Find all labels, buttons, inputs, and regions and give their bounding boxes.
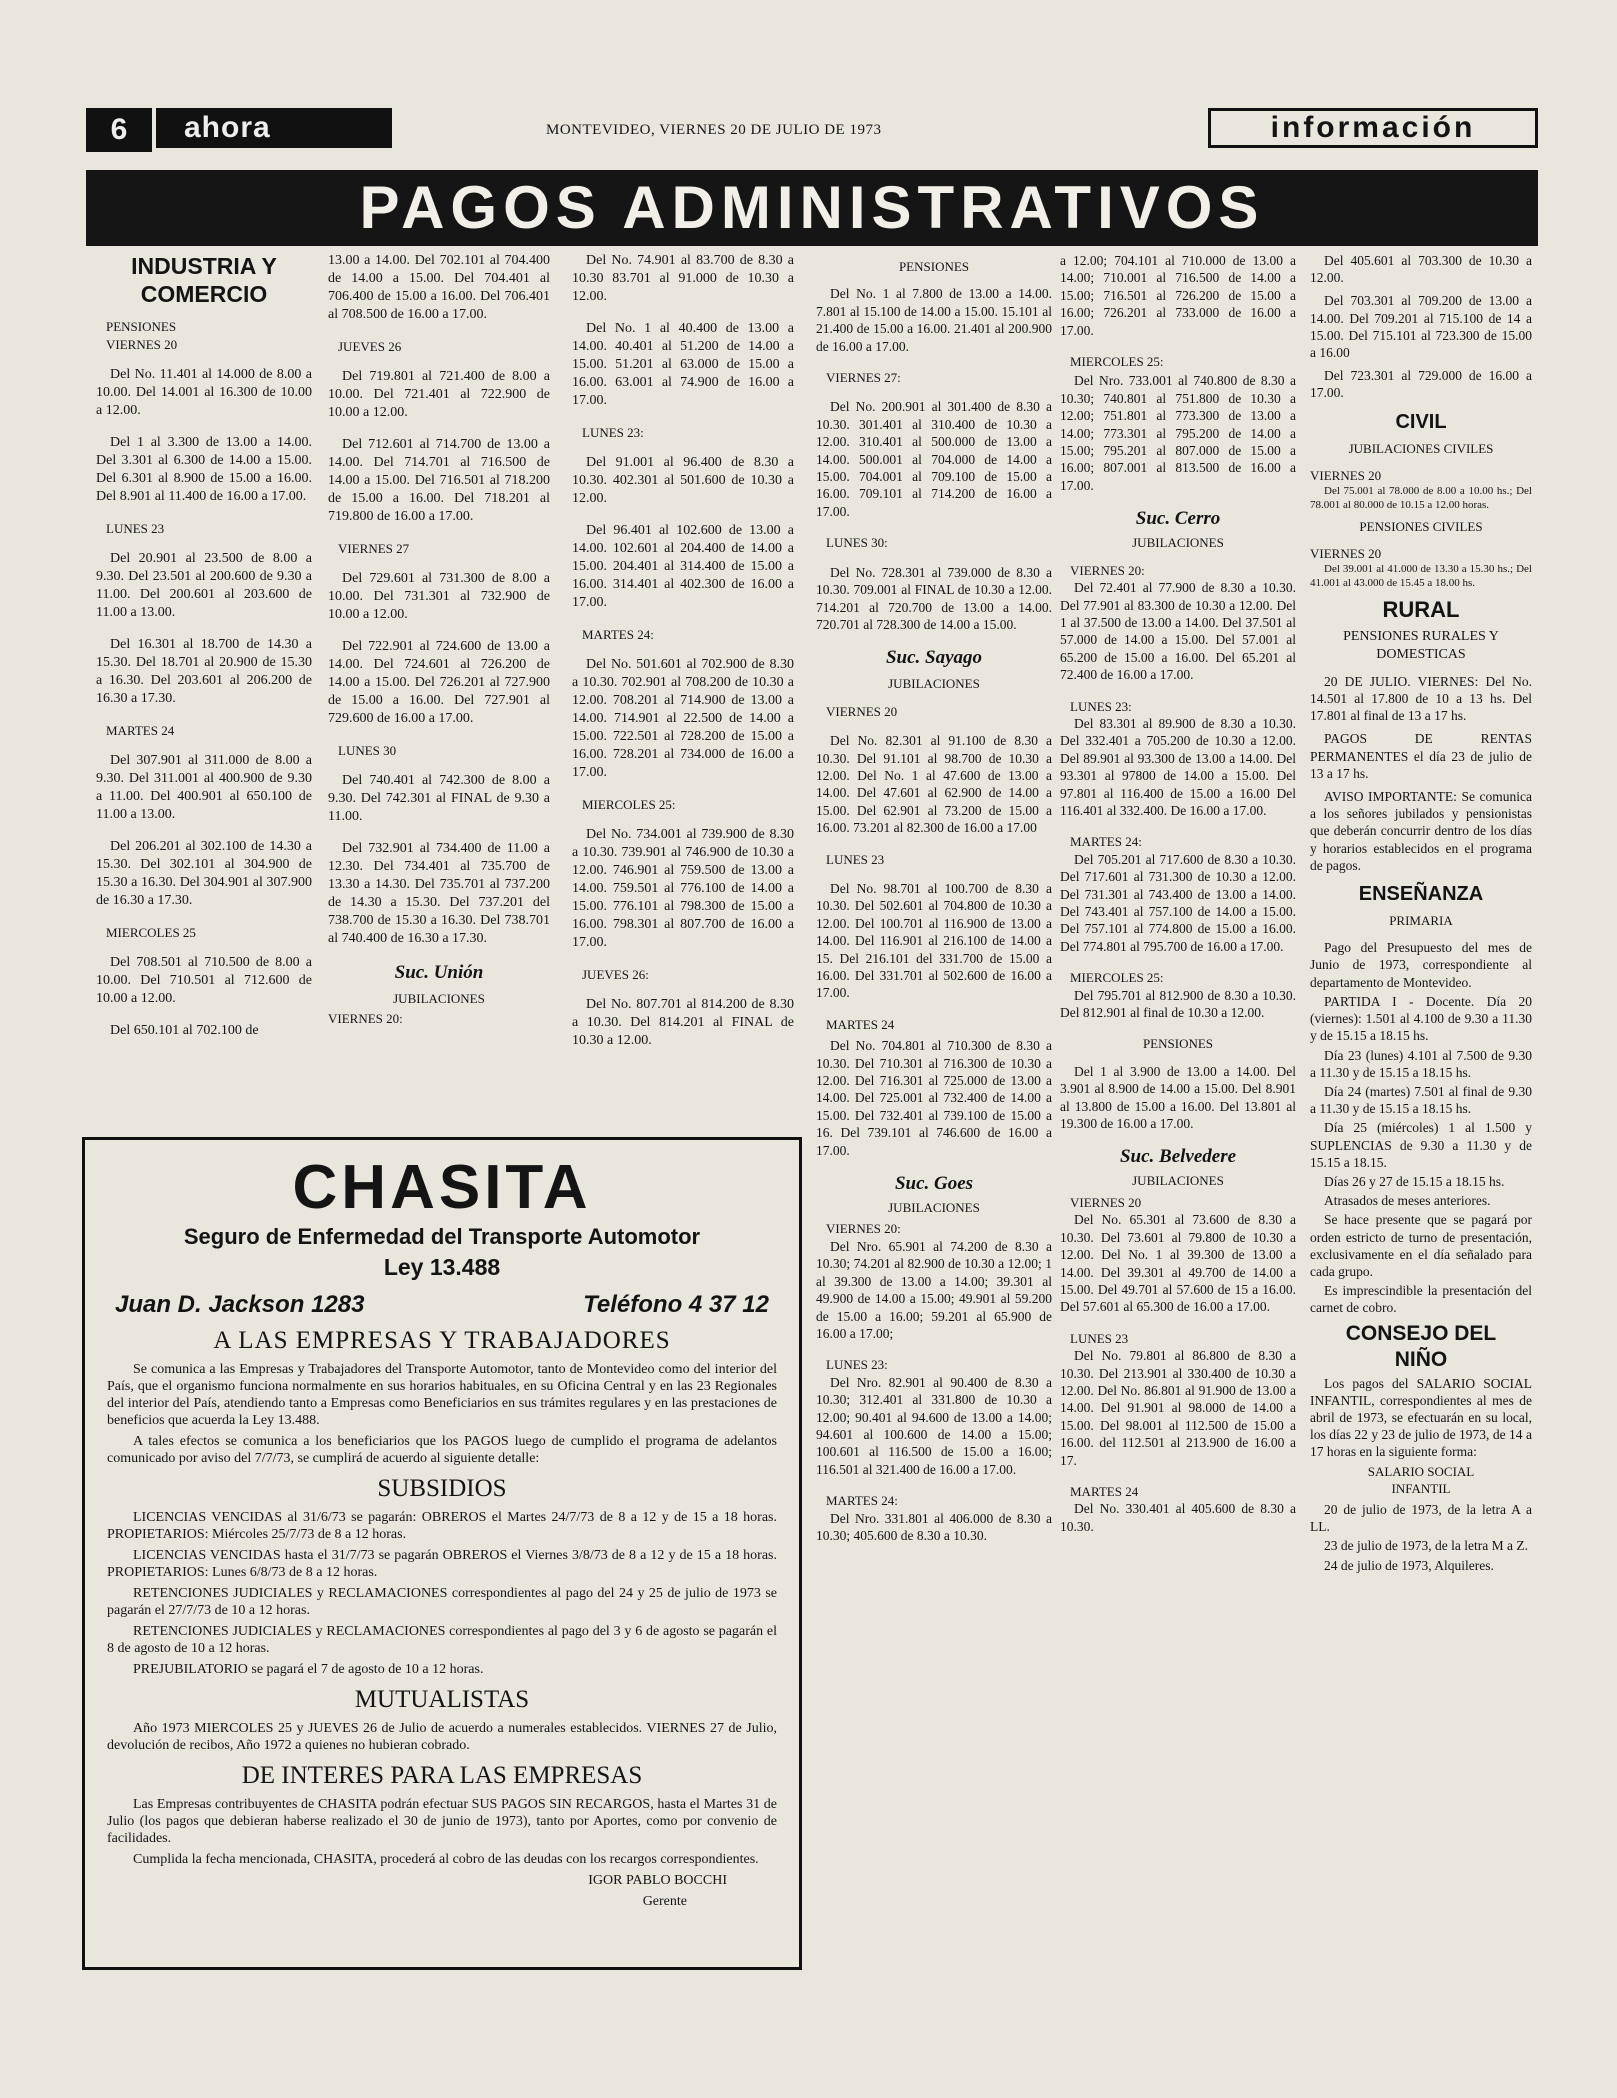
page-number: 6 [86,108,152,152]
ad-address: Juan D. Jackson 1283 [115,1291,365,1318]
label-lunes: LUNES 23 [106,521,165,536]
paragraph: Del No. 734.001 al 739.900 de 8.30 a 10.30. 739.901 al 746.900 de 10.30 a 12.00. 746.901 al 759.500 de 13.00 a 14.00. 759.501 al 776.100 de 14.00 a 15.00. 776.101 al 798.300 de 15.00 a 16.00. 798.301 al 807.700 de 16.00 a 17.00. [572,827,794,950]
label-lunes: LUNES 30: [826,535,888,551]
chasita-advertisement [82,1137,802,1970]
ad-law: Ley 13.488 [383,1254,501,1280]
paragraph: 23 de julio de 1973, de la letra M a Z. [1324,1538,1528,1554]
paragraph: Del 650.101 al 702.100 de [110,1023,259,1038]
ad-paragraph: Las Empresas contribuyentes de CHASITA podrán efectuar SUS PAGOS SIN RECARGOS, hasta el Martes 31 de Julio (los pagos que debieran haberse realizado el 30 de junio de 1973), tanto por Aportes, como por convenio de facilidades. [107,1797,777,1846]
label-pensiones-rurales: PENSIONES RURALES Y DOMESTICAS [1343,629,1499,662]
label-lunes-23: LUNES 23 [1070,1330,1129,1346]
section-title: información [1208,108,1538,148]
paragraph: Del No. 98.701 al 100.700 de 8.30 a 10.30. Del 502.601 al 704.800 de 10.30 a 12.00. Del 100.701 al 116.900 de 13.00 a 14.00. Del 116.901 al 216.100 de 14.00 a 15. Del 216.101 del 331.700 de 15.00 a 16.00. Del 331.701 al 502.600 de 16.00 a 17.00. [816,880,1052,1001]
paragraph: Del No. 79.801 al 86.800 de 8.30 a 10.30. Del 213.901 al 330.400 de 10.30 a 12.00. Del No. 86.801 al 91.900 de 13.00 a 14.00. Del 91.901 al 98.000 de 14.00 a 15.00. Del 98.001 al 112.500 de 15.00 a 16.00. del 112.501 al 213.900 de 16.00 a 17. [1060,1348,1296,1468]
paragraph: Del 405.601 al 703.300 de 10.30 a 12.00. [1310,253,1532,286]
ad-signer-role: Gerente [642,1894,687,1909]
ad-section-interes: DE INTERES PARA LAS EMPRESAS [241,1762,643,1789]
paragraph: Del Nro. 82.901 al 90.400 de 8.30 a 10.30; 312.401 al 331.800 de 10.30 a 12.00; 90.401 al 94.600 de 13.00 a 14.00; 94.601 al 100.600 de 14.00 a 15.00; 100.601 al 116.500 de 15.00 a 16.00; 116.501 al 321.400 de 16.00 a 17.00. [816,1374,1052,1477]
publication-logo: ahora [156,108,392,148]
paragraph: Del No. 728.301 al 739.000 de 8.30 a 10.30. 709.001 al FINAL de 10.30 a 12.00. 714.201 al 720.700 de 13.00 a 14.00. 720.701 al 728.300 de 14.00 a 15.00. [816,564,1052,632]
paragraph: Del 75.001 al 78.000 de 8.00 a 10.00 hs.; Del 78.001 al 80.000 de 10.15 a 12.00 horas. [1310,485,1532,512]
label-jueves: JUEVES 26: [582,967,649,982]
paragraph: Atrasados de meses anteriores. [1324,1193,1491,1209]
label-miercoles-25: MIERCOLES 25: [1070,970,1164,986]
branch-heading: Suc. Belvedere [1119,1146,1237,1168]
column-3 [572,252,794,1064]
label-viernes-20: VIERNES 20 [1070,1194,1142,1210]
label-jubilaciones: JUBILACIONES [888,1200,980,1216]
paragraph: Del 1 al 3.900 de 13.00 a 14.00. Del 3.901 al 8.900 de 14.00 a 15.00. Del 8.901 al 13.800 de 15.00 a 16.00. Del 13.801 al 19.300 de 16.00 a 17.00. [1060,1063,1296,1132]
paragraph: Los pagos del SALARIO SOCIAL INFANTIL, correspondientes al mes de abril de 1973, se efectuarán en su local, los días 22 y 23 de julio de 1973, de 14 a 17 horas en la siguiente forma: [1310,1375,1532,1460]
ad-headline: A LAS EMPRESAS Y TRABAJADORES [213,1327,671,1354]
paragraph: 20 DE JULIO. VIERNES: Del No. 14.501 al 17.800 de 10 a 13 hs. Del 17.801 al final de 13 a 17 hs. [1310,673,1532,724]
label-jubilaciones: JUBILACIONES [1132,535,1224,551]
heading-consejo: CONSEJO DEL NIÑO [1345,1321,1497,1371]
label-miercoles: MIERCOLES 25 [106,925,196,940]
ad-paragraph: Año 1973 MIERCOLES 25 y JUEVES 26 de Julio de acuerdo a numerales establecidos. VIERNES 27 de Julio, devolución de recibos, Año 1972 a quienes no hubieran cobrado. [107,1721,777,1753]
label-lunes-23: LUNES 23: [826,1357,888,1373]
label-jueves: JUEVES 26 [338,339,402,354]
paragraph: Del No. 74.901 al 83.700 de 8.30 a 10.30 83.701 al 91.000 de 10.30 a 12.00. [572,253,794,304]
label-viernes: VIERNES 27: [826,370,901,386]
paragraph: Días 26 y 27 de 15.15 a 18.15 hs. [1324,1173,1505,1189]
paragraph: PARTIDA I - Docente. Día 20 (viernes): 1.501 al 4.100 de 9.30 a 11.30 y de 15.15 a 18.15 hs. [1310,993,1532,1044]
paragraph: Día 24 (martes) 7.501 al final de 9.30 a 11.30 y de 15.15 a 18.15 hs. [1310,1083,1532,1117]
label-lunes: LUNES 23: [582,425,644,440]
label-lunes-23: LUNES 23 [826,851,885,867]
label-martes: MARTES 24 [106,723,175,738]
ad-title: CHASITA [292,1153,592,1222]
column-5 [1060,252,1296,1535]
paragraph: Del 795.701 al 812.900 de 8.30 a 10.30. Del 812.901 al final de 10.30 a 12.00. [1060,987,1296,1021]
paragraph: Del No. 704.801 al 710.300 de 8.30 a 10.30. Del 710.301 al 716.300 de 10.30 a 12.00. Del 716.301 al 725.000 de 13.00 a 14.00. Del 725.001 al 732.400 de 14.00 a 15.00. Del 732.401 al 739.100 de 15.00 a 16. Del 739.101 al 746.600 de 16.00 a 17.00. [816,1038,1052,1158]
label-lunes-23: LUNES 23: [1070,698,1132,714]
paragraph: Del 1 al 3.300 de 13.00 a 14.00. Del 3.301 al 6.300 de 14.00 a 15.00. Del 6.301 al 8.900 de 15.00 a 16.00. Del 8.901 al 11.400 de 16.00 a 17.00. [96,435,312,504]
paragraph: Del Nro. 65.901 al 74.200 de 8.30 a 10.30; 74.201 al 82.900 de 10.30 a 12.00; 1 al 39.300 de 13.00 a 14.00; 39.301 al 49.900 de 14.00 a 15.00; 49.901 al 59.200 de 15.00 a 16.00; 59.201 al 65.900 de 16.00 a 17.00; [816,1238,1052,1341]
ad-paragraph: RETENCIONES JUDICIALES y RECLAMACIONES correspondientes al pago del 3 y 6 de agosto se pagarán el 8 de agosto de 10 a 12 horas. [107,1624,777,1656]
label-pensiones: PENSIONES [898,259,970,274]
paragraph: Del 723.301 al 729.000 de 16.00 a 17.00. [1310,368,1532,401]
label-viernes-20: VIERNES 20: [1070,562,1145,578]
paragraph: Del 16.301 al 18.700 de 14.30 a 15.30. Del 18.701 al 20.900 de 15.30 a 16.30. Del 203.601 al 206.200 de 16.30 a 17.30. [96,637,312,706]
heading-civil: CIVIL [1395,410,1447,433]
paragraph: Se hace presente que se pagará por orden estricto de turno de presentación, exclusivamente en el día señalado para cada grupo. [1310,1212,1532,1279]
dateline: MONTEVIDEO, VIERNES 20 DE JULIO DE 1973 [546,122,882,138]
paragraph: Del 719.801 al 721.400 de 8.00 a 10.00. Del 721.401 al 722.900 de 10.00 a 12.00. [328,369,550,420]
label-pensiones: PENSIONES [106,319,177,334]
paragraph: Del 91.001 al 96.400 de 8.30 a 10.30. 402.301 al 501.600 de 10.30 a 12.00. [572,455,794,506]
label-martes: MARTES 24: [582,627,654,642]
paragraph: Del 708.501 al 710.500 de 8.00 a 10.00. Del 710.501 al 712.600 de 10.00 a 12.00. [96,955,312,1006]
paragraph: 13.00 a 14.00. Del 702.101 al 704.400 de 14.00 a 15.00. Del 704.401 al 706.400 de 15.00 a 16.00. Del 706.401 al 708.500 de 16.00 a 17.00. [328,253,550,322]
paragraph: Del No. 1 al 7.800 de 13.00 a 14.00. 7.801 al 15.100 de 14.00 a 15.00. 15.101 al 21.400 de 15.00 a 16.00. 21.401 al 200.900 de 16.00 a 17.00. [816,286,1052,354]
ad-paragraph: LICENCIAS VENCIDAS al 31/6/73 se pagarán: OBREROS el Martes 24/7/73 de 8 a 12 y de 15 a 18 horas. PROPIETARIOS: Miércoles 25/7/73 de 8 a 12 horas. [107,1510,777,1542]
paragraph: Del Nro. 331.801 al 406.000 de 8.30 a 10.30; 405.600 de 8.30 a 10.30. [816,1510,1052,1543]
heading-ensenanza: ENSEÑANZA [1358,883,1484,906]
paragraph: Del No. 200.901 al 301.400 de 8.30 a 10.30. 301.401 al 310.400 de 10.30 a 12.00. 310.401 al 500.000 de 13.00 a 14.00. 500.001 al 704.000 de 14.00 a 15.00. 704.001 al 709.100 de 15.00 a 16.00. 709.101 al 714.200 de 16.00 a 17.00. [816,399,1052,519]
ad-phone: Teléfono 4 37 12 [583,1291,769,1318]
column-2 [328,252,550,1028]
paragraph: AVISO IMPORTANTE: Se comunica a los señores jubilados y pensionistas que deberán concurrir dentro de los días y horarios establecidos en el programa de pagos. [1310,789,1532,873]
branch-heading: Suc. Sayago [885,647,983,669]
heading-industria: INDUSTRIA Y COMERCIO [131,253,277,307]
ad-paragraph: Se comunica a las Empresas y Trabajadores del Transporte Automotor, tanto de Montevideo como del interior del País, que el organismo funciona normalmente en sus horarios habituales, en su Oficina Central y en las 23 Regionales del interior del País, atendiendo tanto a Empresas como Beneficiarios en sus trámites regulares y en las prestaciones de beneficios que acuerda la Ley 13.488. [107,1362,777,1428]
heading-rural: RURAL [1382,597,1460,623]
paragraph: Pago del Presupuesto del mes de Junio de 1973, correspondiente al departamento de Montevideo. [1310,940,1532,990]
label-pensiones: PENSIONES [1142,1036,1214,1052]
column-1 [96,250,312,1040]
label-martes-24: MARTES 24: [826,1493,898,1509]
paragraph: PAGOS DE RENTAS PERMANENTES el día 23 de julio de 13 a 17 hs. [1310,731,1532,781]
ad-section-mutualistas: MUTUALISTAS [354,1686,530,1713]
label-martes-24: MARTES 24 [1070,1483,1139,1499]
label-primaria: PRIMARIA [1389,913,1453,929]
branch-heading: Suc. Unión [394,962,484,983]
label-jubilaciones-civiles: JUBILACIONES CIVILES [1348,440,1494,456]
paragraph: Del 72.401 al 77.900 de 8.30 a 10.30. Del 77.901 al 83.300 de 10.30 a 12.00. Del 1 al 37.500 de 13.00 a 14.00. Del 37.501 al 57.000 de 14.00 a 15.00. Del 57.001 al 65.200 de 15.00 a 16.00. Del 65.201 al 72.400 de 16.00 a 17.00. [1060,580,1296,683]
label-viernes: VIERNES 27 [338,541,410,556]
label-jubilaciones: JUBILACIONES [1132,1173,1224,1189]
paragraph: Del No. 330.401 al 405.600 de 8.30 a 10.30. [1060,1501,1296,1534]
paragraph: Del No. 807.701 al 814.200 de 8.30 a 10.30. Del 814.201 al FINAL de 10.30 a 12.00. [572,997,794,1048]
column-4 [816,254,1052,1544]
ad-signer: IGOR PABLO BOCCHI [588,1873,727,1888]
ad-section-subsidios: SUBSIDIOS [377,1475,507,1502]
paragraph: 20 de julio de 1973, de la letra A a LL. [1310,1501,1532,1535]
paragraph: Del 729.601 al 731.300 de 8.00 a 10.00. Del 731.301 al 732.900 de 10.00 a 12.00. [328,571,550,622]
ad-paragraph: LICENCIAS VENCIDAS hasta el 31/7/73 se pagarán OBREROS el Viernes 3/8/73 de 8 a 12 y de 15 a 18 horas. PROPIETARIOS: Lunes 6/8/73 de 8 a 12 horas. [107,1548,777,1580]
paragraph: Del 740.401 al 742.300 de 8.00 a 9.30. Del 742.301 al FINAL de 9.30 a 11.00. [328,773,550,824]
paragraph: Día 25 (miércoles) 1 al 1.500 y SUPLENCIAS de 9.30 a 11.30 y de 15.15 a 18.15. [1310,1120,1532,1170]
paragraph: a 12.00; 704.101 al 710.000 de 13.00 a 14.00; 710.001 al 716.500 de 14.00 a 15.00; 716.501 al 726.200 de 15.00 a 16.00; 726.201 al 733.000 de 16.00 a 17.00. [1060,253,1296,338]
ad-paragraph: RETENCIONES JUDICIALES y RECLAMACIONES correspondientes al pago del 24 y 25 de julio de 1973 se pagarán el 27/7/73 de 10 a 12 horas. [107,1586,777,1618]
label-jubilaciones: JUBILACIONES [393,991,485,1006]
branch-heading: Suc. Cerro [1135,508,1221,530]
label-pensiones-civiles: PENSIONES CIVILES [1359,519,1483,535]
label-viernes-20: VIERNES 20: [826,1221,901,1237]
ad-subtitle: Seguro de Enfermedad del Transporte Automotor [183,1224,701,1249]
ad-contact [115,1291,769,1319]
paragraph: Del 39.001 al 41.000 de 13.30 a 15.30 hs.; Del 41.001 al 43.000 de 15.45 a 18.00 hs. [1310,563,1532,590]
paragraph: Del 705.201 al 717.600 de 8.30 a 10.30. Del 717.601 al 731.300 de 10.30 a 12.00. Del 731.301 al 743.400 de 13.00 a 14.00. Del 743.401 al 757.100 de 14.00 a 15.00. Del 757.101 al 774.800 de 15.00 a 16.00. Del 774.801 al 795.700 de 16.00 a 17.00. [1060,851,1296,954]
paragraph: Del 307.901 al 311.000 de 8.00 a 9.30. Del 311.001 al 400.900 de 9.30 a 11.00. Del 400.901 al 650.100 de 11.00 a 13.00. [96,753,312,822]
label-lunes: LUNES 30 [338,743,397,758]
label-viernes-20: VIERNES 20 [826,703,898,719]
paragraph: Del 206.201 al 302.100 de 14.30 a 15.30. Del 302.101 al 304.900 de 15.30 a 16.30. Del 304.901 al 307.900 de 16.30 a 17.30. [96,839,312,908]
paragraph: Del 20.901 al 23.500 de 8.00 a 9.30. Del 23.501 al 200.600 de 9.30 a 11.00. Del 200.601 al 203.600 de 11.00 a 13.00. [96,551,312,620]
label-viernes-20: VIERNES 20: [328,1011,403,1026]
paragraph: Del 96.401 al 102.600 de 13.00 a 14.00. 102.601 al 204.400 de 14.00 a 15.00. 204.401 al 314.400 de 15.00 a 16.00. 314.401 al 402.300 de 16.00 a 17.00. [572,523,794,610]
paragraph: Del No. 65.301 al 73.600 de 8.30 a 10.30. Del 73.601 al 79.800 de 10.30 a 12.00. Del No. 1 al 39.300 de 13.00 a 14.00. Del 39.301 al 49.700 de 14.00 a 15.00. Del 49.701 al 57.600 de 15 a 16.00. Del 57.601 al 65.300 de 16.00 a 17.00. [1060,1212,1296,1315]
paragraph: Del No. 82.301 al 91.100 de 8.30 a 10.30. Del 91.101 al 98.700 de 10.30 a 12.00. Del No. 1 al 47.600 de 13.00 a 14.00. Del 47.601 al 62.900 de 14.00 a 15.00. Del 62.901 al 73.200 de 15.00 a 16.00. 73.201 al 82.300 de 16.00 a 17.00 [816,733,1052,836]
ad-paragraph: Cumplida la fecha mencionada, CHASITA, procederá al cobro de las deudas con los recargos correspondientes. [133,1852,759,1867]
paragraph: Es imprescindible la presentación del carnet de cobro. [1310,1283,1532,1316]
ad-paragraph: PREJUBILATORIO se pagará el 7 de agosto de 10 a 12 horas. [133,1662,484,1677]
label-jubilaciones: JUBILACIONES [888,676,980,692]
label-miercoles: MIERCOLES 25: [1070,354,1164,370]
paragraph: Del No. 1 al 40.400 de 13.00 a 14.00. 40.401 al 51.200 de 14.00 a 15.00. 51.201 al 63.000 de 15.00 a 16.00. 63.001 al 74.900 de 16.00 a 17.00. [572,321,794,408]
paragraph: Del 712.601 al 714.700 de 13.00 a 14.00. Del 714.701 al 716.500 de 14.00 a 15.00. Del 716.501 al 718.200 de 15.00 a 16.00. Del 718.201 al 719.800 de 16.00 a 17.00. [328,437,550,524]
label-salario-social: SALARIO SOCIAL INFANTIL [1367,1463,1475,1496]
masthead [86,108,1538,150]
label-viernes: VIERNES 20 [106,337,178,352]
page-banner: PAGOS ADMINISTRATIVOS [86,170,1538,246]
ad-paragraph: A tales efectos se comunica a los beneficiarios que los PAGOS luego de cumplido el programa de adelantos comunicado por aviso del 7/7/73, se cumplirá de acuerdo al siguiente detalle: [107,1434,777,1466]
label-viernes-20: VIERNES 20 [1310,467,1382,483]
paragraph: Del 83.301 al 89.900 de 8.30 a 10.30. Del 332.401 a 705.200 de 10.30 a 12.00. Del 89.901 al 93.300 de 13.00 a 14.00. Del 93.301 al 97800 de 14.00 a 15.00. Del 97.801 al 116.400 de 15.00 a 16.00 Del 116.401 al 332.400. De 16.00 a 17.00. [1060,715,1296,818]
paragraph: Del 703.301 al 709.200 de 13.00 a 14.00. Del 709.201 al 715.100 de 14 a 15.00. Del 715.101 al 723.300 de 15.00 a 16.00 [1310,293,1532,361]
label-martes-24: MARTES 24 [826,1016,895,1032]
paragraph: Del 722.901 al 724.600 de 13.00 a 14.00. Del 724.601 al 726.200 de 14.00 a 15.00. Del 726.201 al 727.900 de 15.00 a 16.00. Del 727.901 al 729.600 de 16.00 a 17.00. [328,639,550,726]
label-viernes-20: VIERNES 20 [1310,546,1382,562]
label-martes-24: MARTES 24: [1070,834,1142,850]
paragraph: Del Nro. 733.001 al 740.800 de 8.30 a 10.30; 740.801 al 751.800 de 10.30 a 12.00; 751.801 al 773.300 de 13.00 a 14.00; 773.301 al 795.200 de 14.00 a 15.00; 795.201 al 807.000 de 15.00 a 16.00; 807.001 al 813.500 de 16.00 a 17.00. [1060,373,1296,493]
branch-heading: Suc. Goes [894,1173,974,1195]
label-miercoles: MIERCOLES 25: [582,797,676,812]
paragraph: Del No. 501.601 al 702.900 de 8.30 a 10.30. 702.901 al 708.200 de 10.30 a 12.00. 708.201 al 714.900 de 13.00 a 14.00. 714.901 al 22.500 de 14.00 a 15.00. 722.501 al 728.200 de 15.00 a 16.00. 728.201 al 734.000 de 16.00 a 17.00. [572,657,794,780]
paragraph: Del 732.901 al 734.400 de 11.00 a 12.30. Del 734.401 al 735.700 de 13.30 a 14.30. Del 735.701 al 737.200 de 14.30 a 15.30. Del 737.201 del 738.700 de 15.30 a 16.30. Del 738.701 al 740.400 de 16.30 a 17.30. [328,841,550,946]
column-6 [1310,252,1532,1574]
paragraph: Del No. 11.401 al 14.000 de 8.00 a 10.00. Del 14.001 al 16.300 de 10.00 a 12.00. [96,367,312,418]
paragraph: Día 23 (lunes) 4.101 al 7.500 de 9.30 a 11.30 y de 15.15 a 18.15 hs. [1310,1047,1532,1080]
paragraph: 24 de julio de 1973, Alquileres. [1324,1557,1494,1573]
